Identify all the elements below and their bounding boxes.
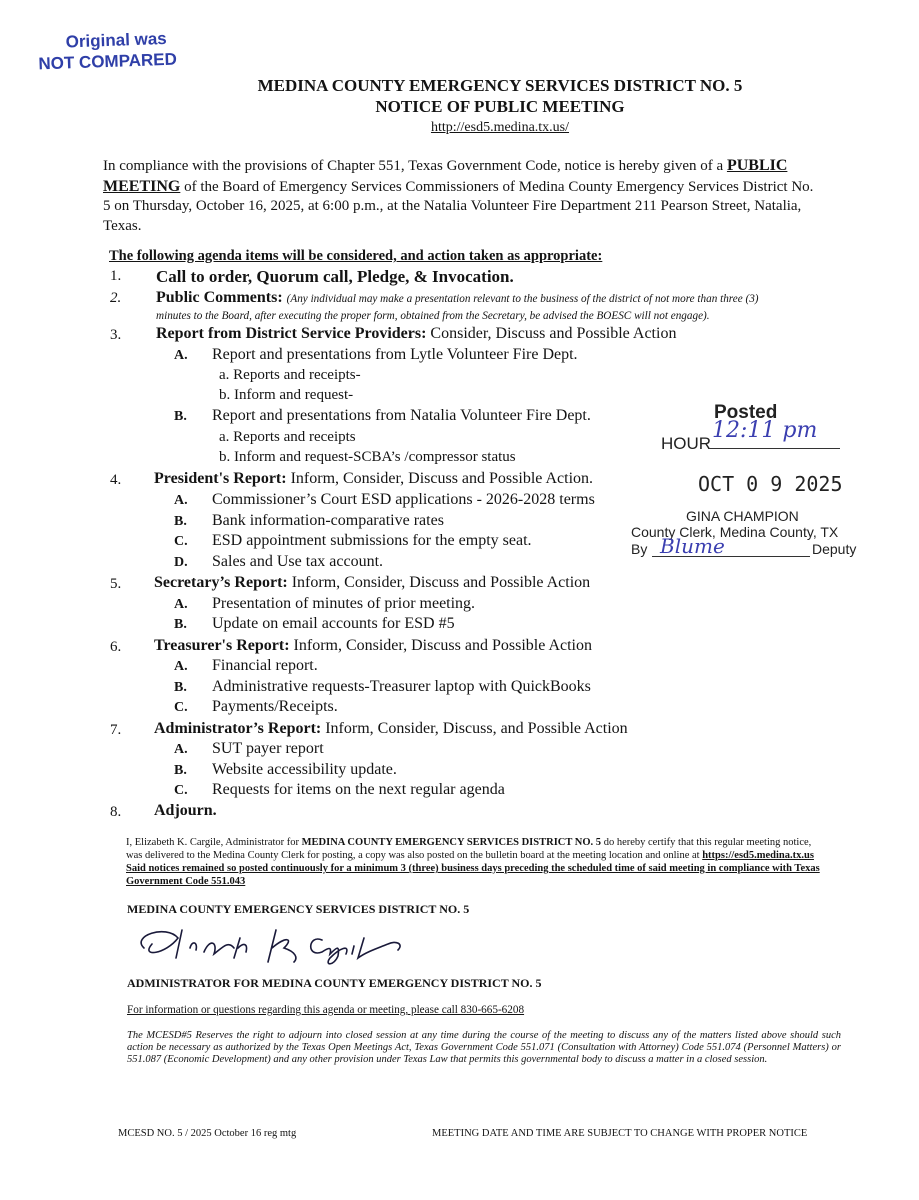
certification-paragraph [126, 836, 821, 888]
clerk-title: County Clerk, Medina County, TX [631, 524, 839, 540]
contact-info: For information or questions regarding this agenda or meeting, please call 830-665-6208 [127, 1004, 525, 1016]
letter-a: A. [174, 742, 188, 757]
agenda-heading: The following agenda items will be considered, and action taken as appropriate: [109, 248, 603, 264]
item-number: 7. [110, 722, 122, 738]
stamp-line-2: NOT COMPARED [38, 49, 178, 74]
item-7-heading: Administrator’s Report: [154, 720, 322, 737]
item-4-action: Inform, Consider, Discuss and Possible Action. [290, 470, 594, 487]
item-2-note: (Any individual may make a presentation relevant to the business of the district of not more than three (3) [286, 293, 759, 305]
item-7b: Website accessibility update. [212, 761, 397, 778]
letter-c: C. [174, 783, 188, 798]
item-3b-a: a. Reports and receipts [219, 429, 356, 445]
item-3-action: Consider, Discuss and Possible Action [430, 325, 677, 342]
item-5-heading: Secretary’s Report: [154, 574, 288, 591]
item-6a: Financial report. [212, 657, 318, 674]
letter-a: A. [174, 348, 188, 363]
intro-paragraph [103, 156, 823, 236]
item-6b: Administrative requests-Treasurer laptop with QuickBooks [212, 678, 591, 695]
posted-hour-label: HOUR [661, 434, 712, 453]
stamp-line-1: Original was [65, 28, 168, 52]
item-number: 4. [110, 472, 122, 488]
item-number: 1. [110, 268, 122, 284]
posted-hour-line [708, 448, 840, 449]
item-number: 3. [110, 327, 122, 343]
website-link[interactable]: http://esd5.medina.tx.us/ [430, 120, 570, 135]
item-6-row [154, 637, 592, 655]
cert-compliance: Said notices remained so posted continuously for a minimum 3 (three) business days preceding the scheduled time of said meeting in compliance with Texas Government Code 551.043 [126, 863, 820, 887]
item-3a-b: b. Inform and request- [219, 387, 354, 403]
item-number: 2. [110, 290, 122, 306]
item-7-action: Inform, Consider, Discuss, and Possible Action [325, 720, 628, 737]
cert-link[interactable]: https://esd5.medina.tx.us [702, 850, 814, 861]
document-subtitle: NOTICE OF PUBLIC MEETING [375, 97, 625, 116]
item-3a-a: a. Reports and receipts- [219, 367, 361, 383]
item-3-row [156, 325, 676, 343]
letter-d: D. [174, 555, 188, 570]
deputy-label: Deputy [812, 541, 857, 557]
item-4-heading: President's Report: [154, 470, 287, 487]
clerk-name: GINA CHAMPION [686, 508, 799, 524]
letter-b: B. [174, 680, 187, 695]
letter-c: C. [174, 534, 188, 549]
item-1-heading: Call to order, Quorum call, Pledge, & Invocation. [156, 267, 514, 286]
letter-b: B. [174, 514, 187, 529]
item-5-action: Inform, Consider, Discuss and Possible Action [291, 574, 591, 591]
item-8-heading: Adjourn. [154, 802, 217, 819]
item-6c: Payments/Receipts. [212, 698, 338, 715]
item-7-row [154, 720, 628, 738]
letter-c: C. [174, 700, 188, 715]
item-5b: Update on email accounts for ESD #5 [212, 615, 455, 632]
item-4d: Sales and Use tax account. [212, 553, 384, 570]
item-6-action: Inform, Consider, Discuss and Possible Action [293, 637, 592, 654]
item-7a: SUT payer report [212, 740, 324, 757]
letter-a: A. [174, 597, 188, 612]
item-6-heading: Treasurer's Report: [154, 637, 290, 654]
item-7c: Requests for items on the next regular agenda [212, 781, 505, 798]
deputy-signature: Blume [660, 534, 725, 558]
item-2-row [156, 289, 759, 307]
item-2-note-cont: minutes to the Board, after executing the proper form, obtained from the Secretary, be advised the BOESC will not engage). [156, 310, 710, 322]
item-2-heading: Public Comments: [156, 289, 283, 306]
item-number: 5. [110, 576, 122, 592]
item-5a: Presentation of minutes of prior meeting. [212, 595, 476, 612]
signature-graphic [126, 918, 416, 970]
item-number: 8. [110, 804, 122, 820]
posted-date: OCT 0 9 2025 [698, 472, 843, 496]
cert-intro: I, Elizabeth K. Cargile, Administrator for [126, 837, 300, 848]
posted-title: Posted [714, 402, 778, 423]
intro-emphasis: PUBLIC MEETING [103, 157, 788, 195]
item-3b: Report and presentations from Natalia Volunteer Fire Dept. [212, 407, 591, 424]
posted-hour-value: 12:11 pm [712, 418, 818, 443]
district-label: MEDINA COUNTY EMERGENCY SERVICES DISTRICT NO. 5 [127, 902, 470, 916]
cert-district: MEDINA COUNTY EMERGENCY SERVICES DISTRICT NO. 5 [301, 837, 602, 848]
item-4b: Bank information-comparative rates [212, 512, 444, 529]
not-compared-stamp [37, 28, 177, 75]
letter-a: A. [174, 493, 188, 508]
intro-after: of the Board of Emergency Services Commissioners of Medina County Emergency Services District No. 5 on Thursday, October 16, 2025, at 6:00 p.m., at the Natalia Volunteer Fire Department 211 Pearson Street, Natalia, Texas. [103, 178, 814, 234]
footer-left: MCESD NO. 5 / 2025 October 16 reg mtg [118, 1128, 297, 1139]
administrator-signature [126, 918, 416, 970]
letter-a: A. [174, 659, 188, 674]
item-5-row [154, 574, 590, 592]
closed-session-notice: The MCESD#5 Reserves the right to adjourn into closed session at any time during the course of the meeting to discuss any of the matters listed above should such action be necessary as authorized by the Texas Open Meetings Act, Texas Government Code 551.071 (Consultation with Attorney) Code 551.074 (Personnel Matters) or 551.087 (Economic Development) and any other provision under Texas Law that permits this governmental body to discuss a matter in a closed session. [127, 1030, 841, 1065]
item-4a: Commissioner’s Court ESD applications - 2026-2028 terms [212, 491, 595, 508]
letter-b: B. [174, 617, 187, 632]
administrator-label: ADMINISTRATOR FOR MEDINA COUNTY EMERGENCY DISTRICT NO. 5 [127, 976, 542, 990]
posted-by-label: By [631, 541, 648, 557]
item-number: 6. [110, 639, 122, 655]
item-3-heading: Report from District Service Providers: [156, 325, 427, 342]
item-3b-b: b. Inform and request-SCBA’s /compressor status [219, 449, 516, 465]
letter-b: B. [174, 763, 187, 778]
intro-before: In compliance with the provisions of Chapter 551, Texas Government Code, notice is hereby given of a [103, 158, 724, 174]
item-4c: ESD appointment submissions for the empty seat. [212, 532, 532, 549]
cert-body: do hereby certify that this regular meeting notice, was delivered to the Medina County Clerk for posting, a copy was also posted on the bulletin board at the meeting location and online at [126, 837, 812, 861]
letter-b: B. [174, 409, 187, 424]
item-3a: Report and presentations from Lytle Volunteer Fire Dept. [212, 346, 578, 363]
document-title: MEDINA COUNTY EMERGENCY SERVICES DISTRICT NO. 5 [257, 76, 743, 95]
item-4-row [154, 470, 593, 488]
footer-right: MEETING DATE AND TIME ARE SUBJECT TO CHANGE WITH PROPER NOTICE [432, 1128, 808, 1139]
